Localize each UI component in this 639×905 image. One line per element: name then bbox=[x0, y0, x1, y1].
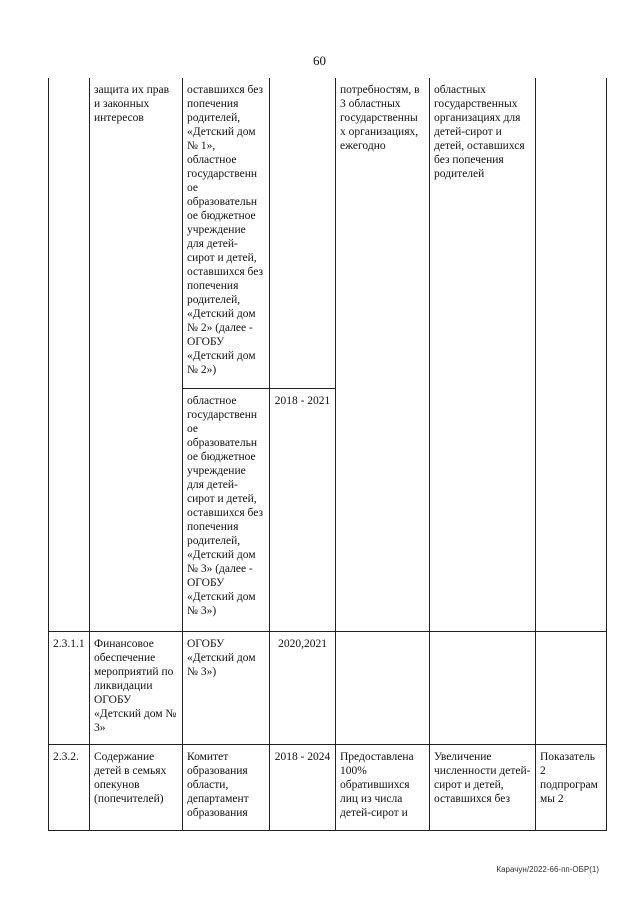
program-table bbox=[48, 78, 607, 831]
indicator-cell bbox=[536, 631, 607, 744]
table-row bbox=[49, 631, 607, 744]
row-number-cell bbox=[49, 78, 90, 631]
executor-cell: Комитет образования области, департамент образования bbox=[183, 744, 270, 830]
indicator-cell: Показатель 2 подпрограм мы 2 bbox=[536, 744, 607, 830]
indicator-cell bbox=[536, 78, 607, 631]
executor-cell: областное государственн ое образовательн ое бюджетное учреждение для детей-сирот и детей, оставшихся без попечения родителей, «Детский дом № 3» (далее - ОГОБУ «Детский дом № 3») bbox=[183, 388, 270, 631]
period-cell: 2018 - 2024 bbox=[270, 744, 336, 830]
executor-cell: ОГОБУ «Детский дом № 3») bbox=[183, 631, 270, 744]
row-number-cell: 2.3.1.1 bbox=[49, 631, 90, 744]
period-cell: 2020,2021 bbox=[270, 631, 336, 744]
event-cell: защита их прав и законных интересов bbox=[90, 78, 183, 631]
period-cell bbox=[270, 78, 336, 388]
result-cell bbox=[336, 631, 430, 744]
table-row bbox=[49, 78, 607, 388]
page-number: 60 bbox=[313, 53, 326, 68]
connection-cell: областных государственных организациях для детей-сирот и детей, оставшихся без попечения родителей bbox=[430, 78, 536, 631]
connection-cell: Увеличение численности детей-сирот и детей, оставшихся без bbox=[430, 744, 536, 830]
executor-cell: оставшихся без попечения родителей, «Детский дом № 1», областное государственн ое образовательн ое бюджетное учреждение для детей-сирот и детей, оставшихся без попечения родителей, «Детский дом № 2» (далее - ОГОБУ «Детский дом № 2») bbox=[183, 78, 270, 388]
document-footer: Карачун/2022-66-пп-ОБР(1) bbox=[496, 865, 599, 874]
table-row bbox=[49, 744, 607, 830]
connection-cell bbox=[430, 631, 536, 744]
event-cell: Финансовое обеспечение мероприятий по ликвидации ОГОБУ «Детский дом № 3» bbox=[90, 631, 183, 744]
period-cell: 2018 - 2021 bbox=[270, 388, 336, 631]
row-number-cell: 2.3.2. bbox=[49, 744, 90, 830]
event-cell: Содержание детей в семьях опекунов (попечителей) bbox=[90, 744, 183, 830]
result-cell: потребностям, в 3 областных государственны х организациях, ежегодно bbox=[336, 78, 430, 631]
result-cell: Предоставлена 100% обратившихся лиц из числа детей-сирот и bbox=[336, 744, 430, 830]
